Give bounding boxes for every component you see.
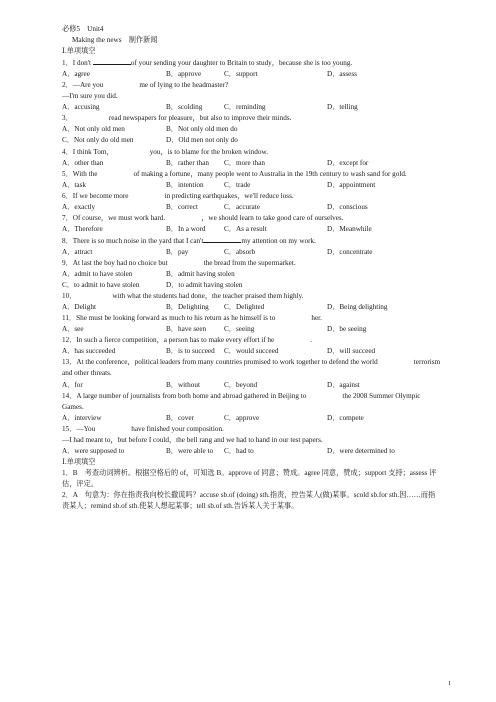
question-4: 4．I think Tom， you，is to blame for the broken window. (62, 147, 268, 156)
question-15: 15．—You have finished your composition. (62, 424, 224, 433)
options-7: A．Therefore B．In a word C．As a result D．Meanwhile (62, 224, 372, 233)
options-12: A．has succeeded B．is to succeed C．would succeed D．will succeed (62, 347, 376, 356)
answers-heading: Ⅰ.单项填空 (62, 457, 96, 466)
options-15: A．were supposed to B．were able to C．had to D．were determined to (62, 446, 395, 455)
options-11: A．see B．have seen C．seeing D．be seeing (62, 325, 367, 334)
question-9: 9．At last the boy had no choice but the bread from the supermarket. (62, 258, 296, 267)
options-6: A．exactly B．correct C．accurate D．conscious (62, 202, 368, 211)
question-2: 2．—Are you me of lying to the headmaster? (62, 81, 229, 90)
options-4: A．other than B．rather than C．more than D．except for (62, 158, 369, 167)
options-2: A．accusing B．scolding C．reminding D．telling (62, 103, 358, 112)
options-9a: A．admit to have stolen B．admit having stolen (62, 270, 235, 279)
options-3a: A．Not only old men B．Not only old men do (62, 125, 238, 134)
question-15-dialogue: —I had meant to，but before I could，the bell rang and we had to hand in our test papers. (62, 435, 323, 444)
options-3b: C．Not only do old men D．Old men not only do (62, 136, 238, 145)
question-6: 6．If we become more in predicting earthquakes，we'll reduce loss. (62, 191, 294, 200)
options-14: A．interview B．cover C．approve D．compete (62, 413, 364, 422)
question-11: 11．She must be looking forward as much to his return as he himself is to her. (62, 314, 322, 323)
options-9b: C．to admit to have stolen D．to admit having stolen (62, 281, 243, 290)
question-13: 13．At the conference，political leaders from many countries promised to work together to defend the world terrorism and other threats. (62, 358, 441, 378)
question-2-dialogue: —I'm sure you did. (62, 92, 118, 101)
question-5: 5．With the of making a fortune，many people went to Australia in the 19th century to wash sand for gold. (62, 169, 407, 178)
options-13: A．for B．without C．beyond D．against (62, 380, 360, 389)
options-1: A．agree B．approve C．support D．assess (62, 70, 357, 79)
options-8: A．attract B．pay C．absorb D．concentrate (62, 247, 373, 256)
options-10: A．Delight B．Delighting C．Delighted D．Being delighting (62, 303, 388, 312)
document-content (62, 24, 442, 512)
answer-blank (93, 57, 131, 65)
question-14: 14．A large number of journalists from both home and abroad gathered in Beijing to the 2008 Summer Olympic Games. (62, 391, 421, 411)
answer-explanation-2: 2．A 句意为：你在指责我向校长撒谎吗？accuse sb.of (doing) sth.指责，控告某人(做)某事。scold sb.for sth.因……而指责某人；remind sb.of sth.使某人想起某事；tell sb.of sth.告诉某人关于某事。 (62, 490, 436, 511)
question-10: 10． with what the students had done，the teacher praised them highly. (62, 292, 304, 301)
question-8: 8．There is so much noise in the yard that I can't my attention on my work. (62, 236, 316, 245)
section-heading: Ⅰ.单项填空 (62, 47, 96, 56)
answer-explanation-1: 1．B 考查动词辨析。根据空格后的 of，可知选 B。approve of 同意；赞成。agree 同意，赞成；support 支持；assess 评估，评定。 (62, 468, 437, 488)
question-12: 12．In such a fierce competition，a person has to make every effort if he . (62, 336, 313, 345)
question-3: 3． read newspapers for pleasure，but also to improve their minds. (62, 114, 292, 123)
answer-blank (203, 235, 241, 243)
question-1: 1．I don't of your sending your daughter to Britain to study，because she is too young. (62, 59, 353, 68)
options-5: A．task B．intention C．trade D．appointment (62, 180, 376, 189)
unit-title: 必修5 Unit4 (62, 25, 104, 33)
question-7: 7．Of course，we must work hard. ，we should learn to take good care of ourselves. (62, 213, 344, 222)
unit-subtitle: Making the news 制作新闻 (72, 36, 158, 45)
page-number: 1 (448, 680, 452, 687)
